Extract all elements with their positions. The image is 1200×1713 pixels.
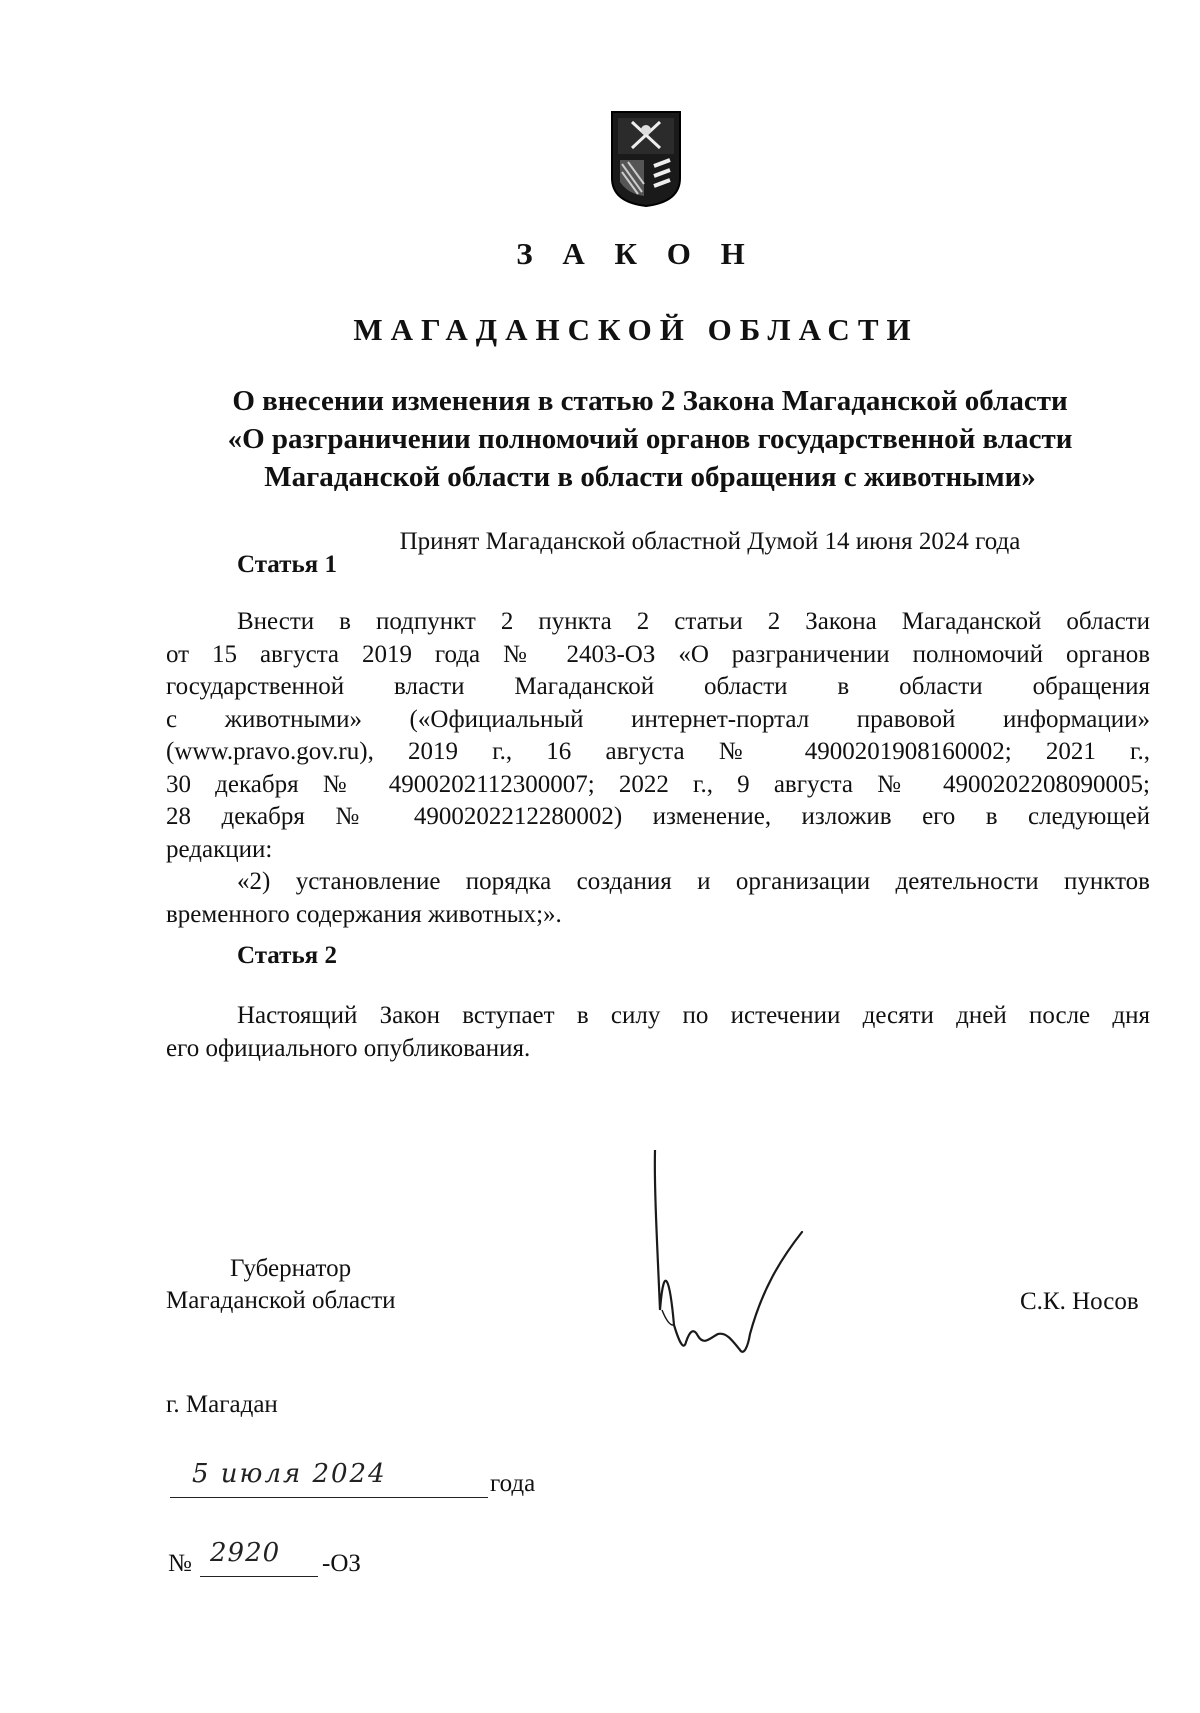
- date-field: [170, 1459, 488, 1498]
- subject-line: Магаданской области в области обращения с животными»: [264, 461, 1036, 493]
- number-prefix: №: [168, 1550, 192, 1577]
- signer-name: С.К. Носов: [1020, 1288, 1139, 1315]
- body-line: Внести в подпункт 2 пункта 2 статьи 2 Закона Магаданской области: [237, 608, 1150, 635]
- subject-line: О внесении изменения в статью 2 Закона Магаданской области: [232, 385, 1068, 417]
- body-line: 30 декабря № 4900202112300007; 2022 г., 9 августа № 4900202208090005;: [166, 770, 1150, 798]
- city: г. Магадан: [166, 1391, 278, 1418]
- article-1-heading: Статья 1: [237, 551, 337, 578]
- law-subject: [150, 382, 1150, 496]
- body-line: редакции:: [166, 835, 273, 863]
- adoption-note: Принят Магаданской областной Думой 14 июня 2024 года: [399, 528, 1021, 555]
- subject-line: «О разграничении полномочий органов государственной власти: [227, 423, 1073, 455]
- handwritten-signature-icon: [640, 1150, 840, 1365]
- number-suffix: -ОЗ: [322, 1550, 361, 1577]
- number-field: [200, 1538, 318, 1577]
- body-line: Настоящий Закон вступает в силу по истечении десяти дней после дня: [237, 1002, 1150, 1029]
- position-line: Губернатор: [230, 1255, 352, 1282]
- body-line: его официального опубликования.: [166, 1034, 531, 1062]
- handwritten-date: 5 июля 2024: [192, 1459, 387, 1489]
- body-line: 28 декабря № 4900202212280002) изменение, изложив его в следующей: [166, 803, 1150, 830]
- body-line: от 15 августа 2019 года № 2403-ОЗ «О разграничении полномочий органов: [166, 640, 1150, 668]
- magadan-coat-of-arms-icon: [608, 108, 684, 208]
- date-suffix: года: [490, 1470, 536, 1497]
- article-1-body: [166, 606, 1150, 931]
- law-title: З А К О Н: [516, 236, 756, 271]
- handwritten-number: 2920: [210, 1538, 281, 1568]
- position-line: Магаданской области: [166, 1287, 396, 1314]
- body-line: с животными» («Официальный интернет-портал правовой информации»: [166, 705, 1150, 733]
- article-2-body: [166, 1000, 1150, 1065]
- quote-line: временного содержания животных;».: [166, 900, 562, 928]
- article-2-heading: Статья 2: [237, 942, 337, 969]
- body-line: (www.pravo.gov.ru), 2019 г., 16 августа № 4900201908160002; 2021 г.,: [166, 738, 1150, 765]
- quote-line: «2) установление порядка создания и организации деятельности пунктов: [237, 868, 1150, 895]
- region-title: МАГАДАНСКОЙ ОБЛАСТИ: [353, 312, 919, 347]
- signer-position: [166, 1253, 396, 1317]
- body-line: государственной власти Магаданской области в области обращения: [166, 673, 1150, 700]
